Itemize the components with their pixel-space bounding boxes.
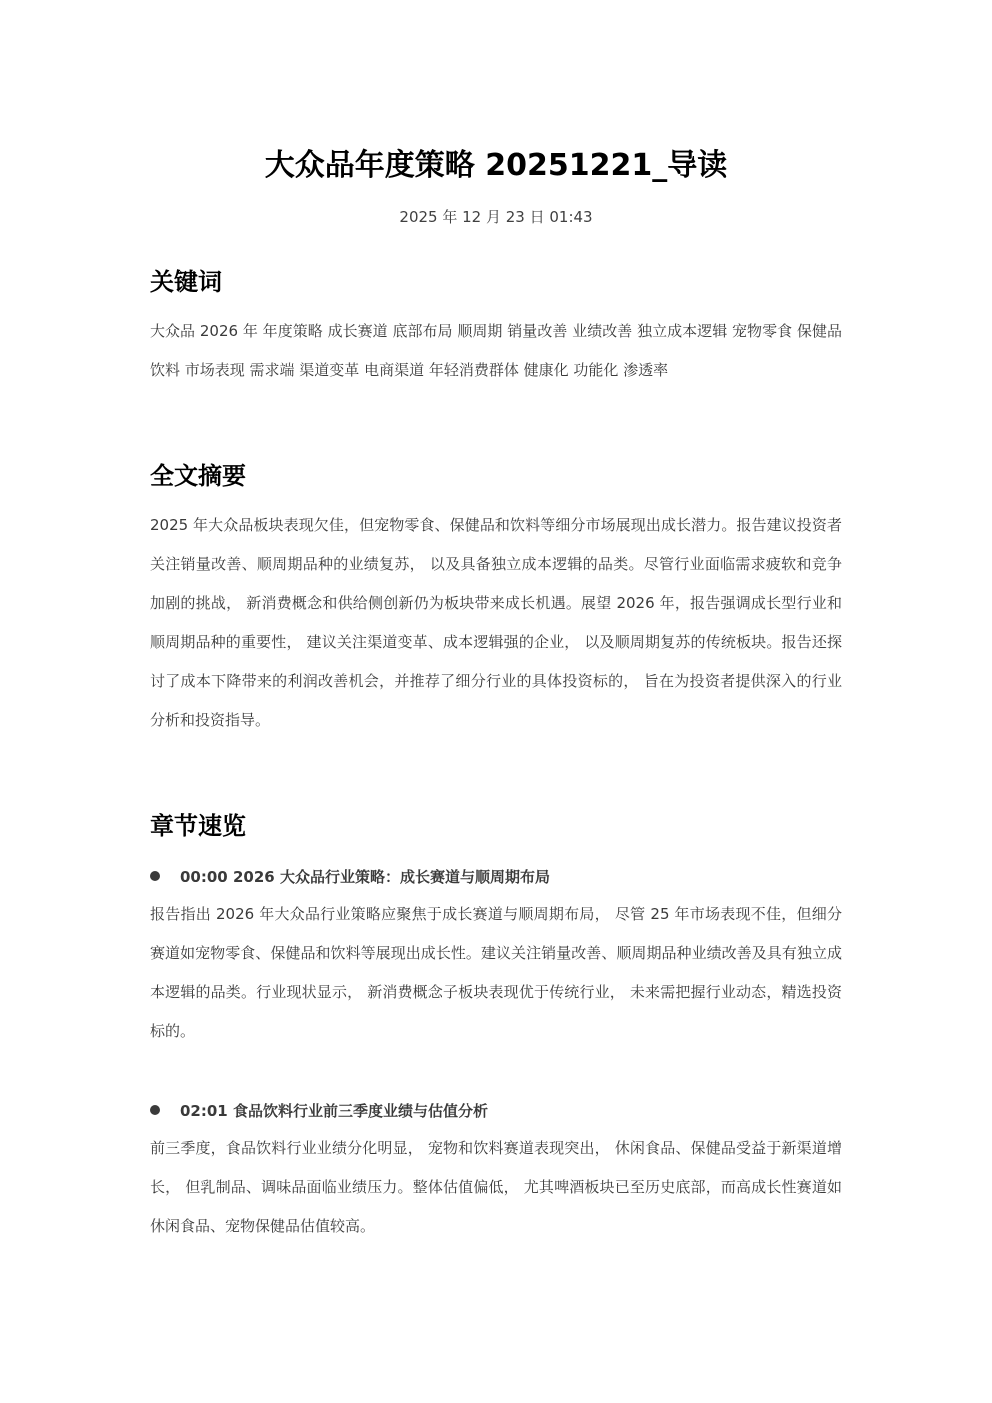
summary-heading: 全文摘要 xyxy=(150,462,246,490)
chapter-item-2-title: 02:01 食品饮料行业前三季度业绩与估值分析 xyxy=(180,1102,488,1120)
summary-text: 2025 年大众品板块表现欠佳，但宠物零食、保健品和饮料等细分市场展现出成长潜力。报告建议投资者关注销量改善、顺周期品种的业绩复苏， 以及具备独立成本逻辑的品类。尽管行业面临需求疲软和竞争加剧的挑战， 新消费概念和供给侧创新仍为板块带来成长机遇。展望 2026 年，报告强调成长型行业和顺周期品种的重要性， 建议关注渠道变革、成本逻辑强的企业， 以及顺周期复苏的传统板块。报告还探讨了成本下降带来的利润改善机会，并推荐了细分行业的具体投资标的， 旨在为投资者提供深入的行业分析和投资指导。 xyxy=(150,516,842,729)
keywords-heading: 关键词 xyxy=(150,268,222,296)
keywords-text: 大众品 2026 年 年度策略 成长赛道 底部布局 顺周期 销量改善 业绩改善 独立成本逻辑 宠物零食 保健品 饮料 市场表现 需求端 渠道变革 电商渠道 年轻消费群体 健康化 功能化 渗透率 xyxy=(150,322,842,379)
chapter-item-2-header xyxy=(150,1099,842,1123)
chapter-item-1-header xyxy=(150,865,842,889)
chapter-item-1-text: 报告指出 2026 年大众品行业策略应聚焦于成长赛道与顺周期布局， 尽管 25 年市场表现不佳，但细分赛道如宠物零食、保健品和饮料等展现出成长性。建议关注销量改善、顺周期品种业绩改善及具有独立成本逻辑的品类。行业现状显示， 新消费概念子板块表现优于传统行业， 未来需把握行业动态，精选投资标的。 xyxy=(150,905,842,1040)
bullet-icon xyxy=(150,1105,160,1115)
chapter-item-2-text: 前三季度，食品饮料行业业绩分化明显， 宠物和饮料赛道表现突出， 休闲食品、保健品受益于新渠道增长， 但乳制品、调味品面临业绩压力。整体估值偏低， 尤其啤酒板块已至历史底部，而高成长性赛道如休闲食品、宠物保健品估值较高。 xyxy=(150,1139,842,1235)
chapter-item-1-title: 00:00 2026 大众品行业策略：成长赛道与顺周期布局 xyxy=(180,868,550,886)
bullet-icon xyxy=(150,871,160,881)
document-date: 2025 年 12 月 23 日 01:43 xyxy=(399,208,593,226)
chapters-heading: 章节速览 xyxy=(150,812,246,840)
document-title: 大众品年度策略 20251221_导读 xyxy=(264,148,728,183)
